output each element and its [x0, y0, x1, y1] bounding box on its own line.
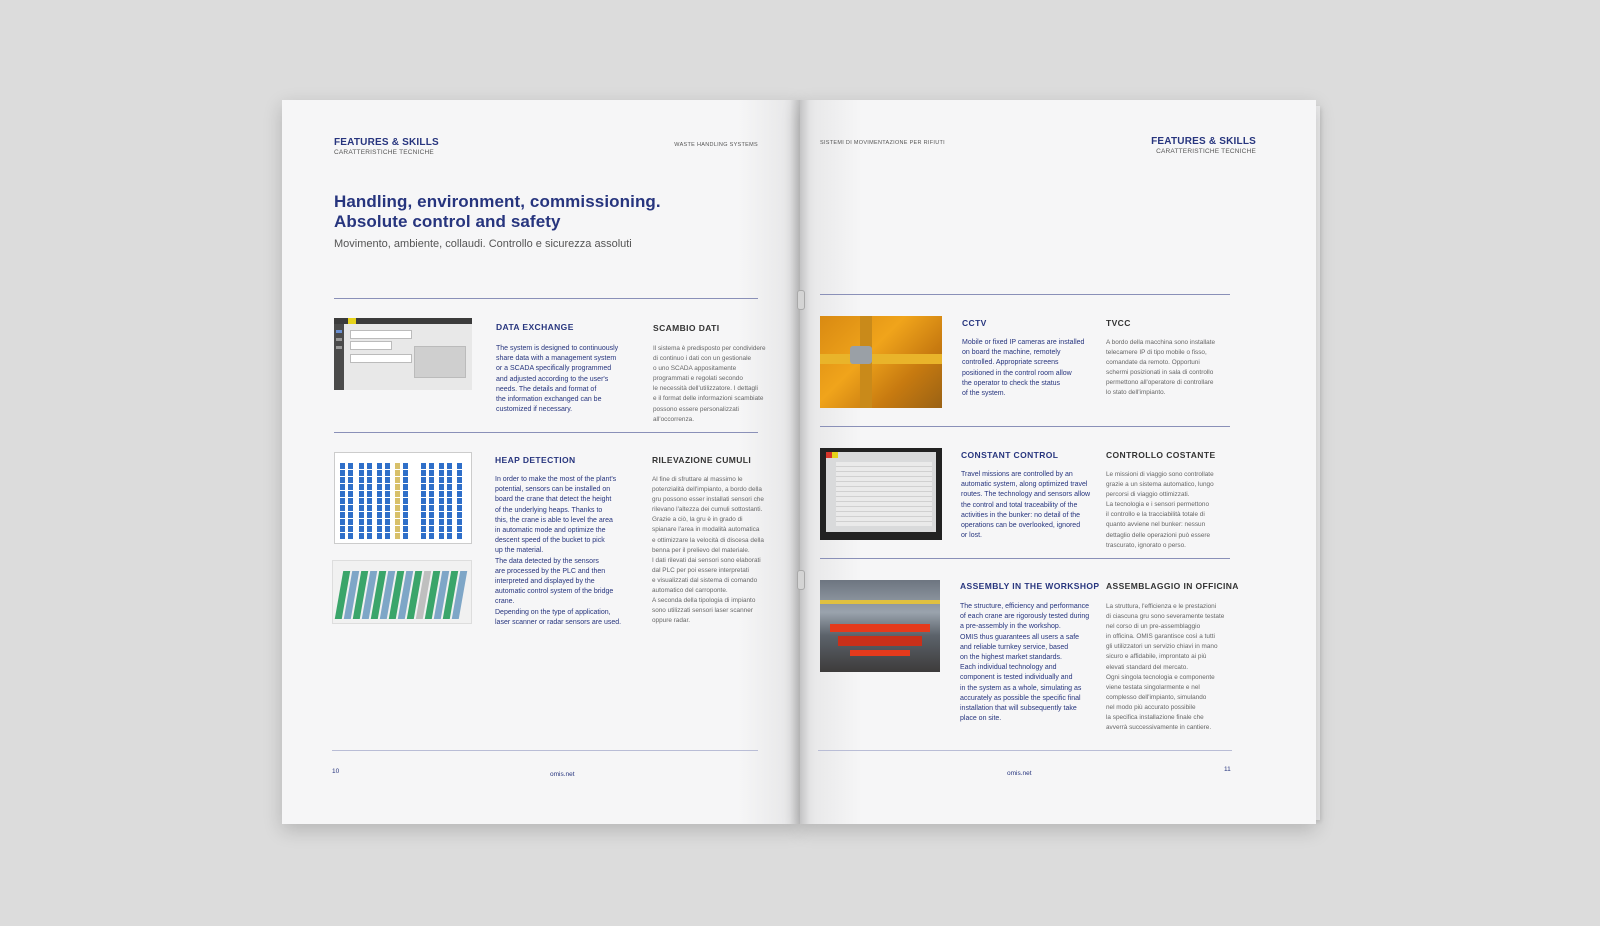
assemblaggio-title: ASSEMBLAGGIO IN OFFICINA — [1106, 581, 1239, 591]
left-running-head: WASTE HANDLING SYSTEMS — [674, 142, 758, 148]
heap-3d-chart — [332, 560, 472, 624]
divider — [334, 298, 758, 299]
page-number-left: 10 — [332, 768, 340, 775]
page-heading-line1: Handling, environment, commissioning. — [334, 192, 661, 211]
data-exchange-text: The system is designed to continuously share data with a management system or a SCADA specifically programmed and adjusted according to the user's needs. The details and format of the information exchanged can be customized if necessary. — [496, 345, 619, 414]
staple-bottom — [797, 570, 805, 590]
divider — [820, 294, 1230, 295]
website-left: omis.net — [550, 771, 575, 778]
tvcc-text: A bordo della macchina sono installate telecamere IP di tipo mobile o fisso, comandate da remoto. Opportuni schermi posizionati in sala di controllo permettono all'operatore di controllare lo stato dell'impianto. — [1106, 339, 1216, 397]
divider — [820, 558, 1230, 559]
assembly-title: ASSEMBLY IN THE WORKSHOP — [960, 581, 1100, 591]
constant-control-title: CONSTANT CONTROL — [961, 450, 1059, 460]
cctv-text: Mobile or fixed IP cameras are installed on board the machine, remotely controlled. Appropriate screens positioned in the control room allow the operator to check the status of the system. — [962, 339, 1085, 398]
rilevazione-cumuli-text: Al fine di sfruttare al massimo le potenzialità dell'impianto, a bordo della gru possono esser installati sensori che rilevano l'altezza dei cumuli sottostanti. Grazie a ciò, la gru è in grado di spianare l'area in modalità automatica e ottimizzare la velocità di discesa della benna per il prelievo del materiale. I dati rilevati dai sensori sono elaborati dal PLC per poi essere interpretati e visualizzati dal sistema di comando automatico del carroponte. A seconda della tipologia di impianto sono utilizzati sensori laser scanner oppure radar. — [652, 476, 764, 625]
page-number-right: 11 — [1224, 766, 1231, 773]
page-heading-line2: Absolute control and safety — [334, 212, 561, 231]
footer-divider — [332, 750, 758, 751]
staple-top — [797, 290, 805, 310]
right-section-title: FEATURES & SKILLS — [1151, 136, 1256, 147]
data-exchange-screenshot — [334, 318, 472, 390]
data-exchange-title: DATA EXCHANGE — [496, 322, 574, 332]
divider — [334, 432, 758, 433]
right-page — [800, 100, 1316, 824]
left-section-title: FEATURES & SKILLS — [334, 137, 439, 148]
controllo-costante-title: CONTROLLO COSTANTE — [1106, 450, 1216, 460]
scambio-dati-title: SCAMBIO DATI — [653, 323, 720, 333]
constant-control-text: Travel missions are controlled by an automatic system, along optimized travel routes. The technology and sensors allow the control and total traceability of the activities in the bunker: no detail of the operations can be overlooked, ignored or lost. — [961, 471, 1091, 540]
heap-detection-text: In order to make the most of the plant's potential, sensors can be installed on board the crane that detect the height of the underlying heaps. Thanks to this, the crane is able to level the area in automatic mode and optimize the descent speed of the bucket to pick up the material. The data detected by the sensors are processed by the PLC and then interpreted and displayed by the automatic control system of the bridge crane. Depending on the type of application, laser scanner or radar sensors are used. — [495, 476, 622, 626]
controllo-costante-text: Le missioni di viaggio sono controllate grazie a un sistema automatico, lungo percorsi di viaggio ottimizzati. La tecnologia e i sensori permettono il controllo e la tracciabilità totale di quanto avviene nel bunker: nessun dettaglio delle operazioni può essere trascurato, ignorato o perso. — [1106, 471, 1214, 549]
spine-fold — [790, 100, 810, 824]
cctv-photo — [820, 316, 942, 408]
workshop-photo — [820, 580, 940, 672]
left-section-subtitle: CARATTERISTICHE TECNICHE — [334, 149, 434, 156]
heap-detection-chart — [334, 452, 472, 544]
divider — [820, 426, 1230, 427]
right-section-subtitle: CARATTERISTICHE TECNICHE — [1156, 148, 1256, 155]
website-right: omis.net — [1007, 770, 1032, 777]
footer-divider — [818, 750, 1232, 751]
brochure-spread — [282, 100, 1316, 824]
page-subheading: Movimento, ambiente, collaudi. Controllo e sicurezza assoluti — [334, 238, 632, 250]
heap-detection-title: HEAP DETECTION — [495, 455, 576, 465]
scambio-dati-text: Il sistema è predisposto per condividere di continuo i dati con un gestionale o uno SCADA appositamente programmati e regolati secondo le necessità dell'utilizzatore. I dettagli e il format delle informazioni scambiate possono essere personalizzati all'occorrenza. — [653, 345, 766, 423]
control-screen-photo — [820, 448, 942, 540]
assembly-text: The structure, efficiency and performance of each crane are rigorously tested during a pre-assembly in the workshop. OMIS thus guarantees all users a safe and reliable turnkey service, based on the highest market standards. Each individual technology and component is tested individually and in the system as a whole, simulating as accurately as possible the specific final installation that will subsequently take place on site. — [960, 603, 1090, 723]
right-running-head: SISTEMI DI MOVIMENTAZIONE PER RIFIUTI — [820, 140, 945, 146]
rilevazione-cumuli-title: RILEVAZIONE CUMULI — [652, 455, 752, 465]
tvcc-title: TVCC — [1106, 318, 1131, 328]
cctv-title: CCTV — [962, 318, 987, 328]
assemblaggio-text: La struttura, l'efficienza e le prestazioni di ciascuna gru sono severamente testate nel corso di un pre-assemblaggio in officina. OMIS garantisce così a tutti gli utilizzatori un servizio chiavi in mano sicuro e affidabile, improntato ai più elevati standard del mercato. Ogni singola tecnologia e componente viene testata singolarmente e nel complesso dell'impianto, simulando nel modo più accurato possibile la specifica installazione finale che avverrà successivamente in cantiere. — [1106, 603, 1225, 732]
left-page — [282, 100, 800, 824]
